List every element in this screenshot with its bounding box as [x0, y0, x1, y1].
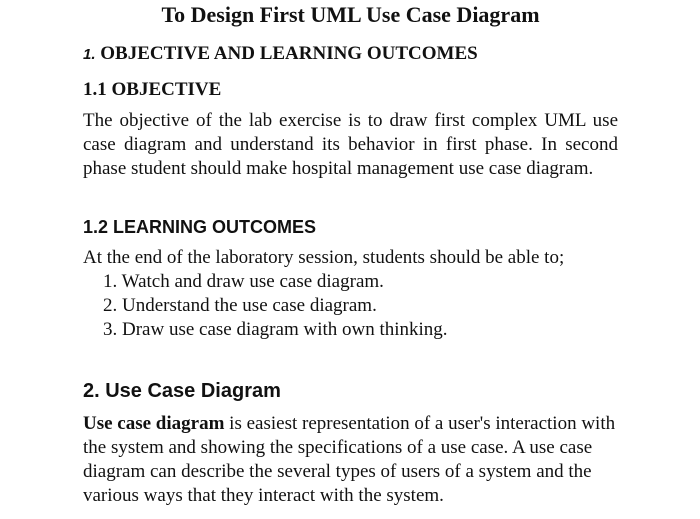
section-1-number: 1. [83, 46, 96, 63]
list-item: 1. Watch and draw use case diagram. [103, 271, 384, 292]
use-case-paragraph [83, 412, 618, 508]
section-1-heading [83, 43, 478, 66]
section-1-title: OBJECTIVE AND LEARNING OUTCOMES [100, 43, 478, 64]
list-item: 3. Draw use case diagram with own thinking. [103, 319, 448, 340]
use-case-text: is easiest representation of a user's interaction with the system and showing the specifications of a use case. A use case diagram can describe the several types of users of a system and the various ways that they interact with the system. [83, 413, 616, 506]
use-case-term: Use case diagram [83, 413, 225, 434]
learning-outcomes-heading: 1.2 LEARNING OUTCOMES [83, 217, 317, 237]
objective-heading: 1.1 OBJECTIVE [83, 79, 222, 100]
list-item: 2. Understand the use case diagram. [103, 295, 377, 316]
document-title: To Design First UML Use Case Diagram [161, 2, 540, 27]
objective-paragraph: The objective of the lab exercise is to draw first complex UML use case diagram and understand its behavior in first phase. In second phase student should make hospital management use case diagram. [83, 110, 618, 179]
learning-outcomes-intro: At the end of the laboratory session, students should be able to; [83, 247, 565, 268]
section-2-heading: 2. Use Case Diagram [83, 380, 281, 402]
learning-outcomes-list [103, 270, 448, 342]
